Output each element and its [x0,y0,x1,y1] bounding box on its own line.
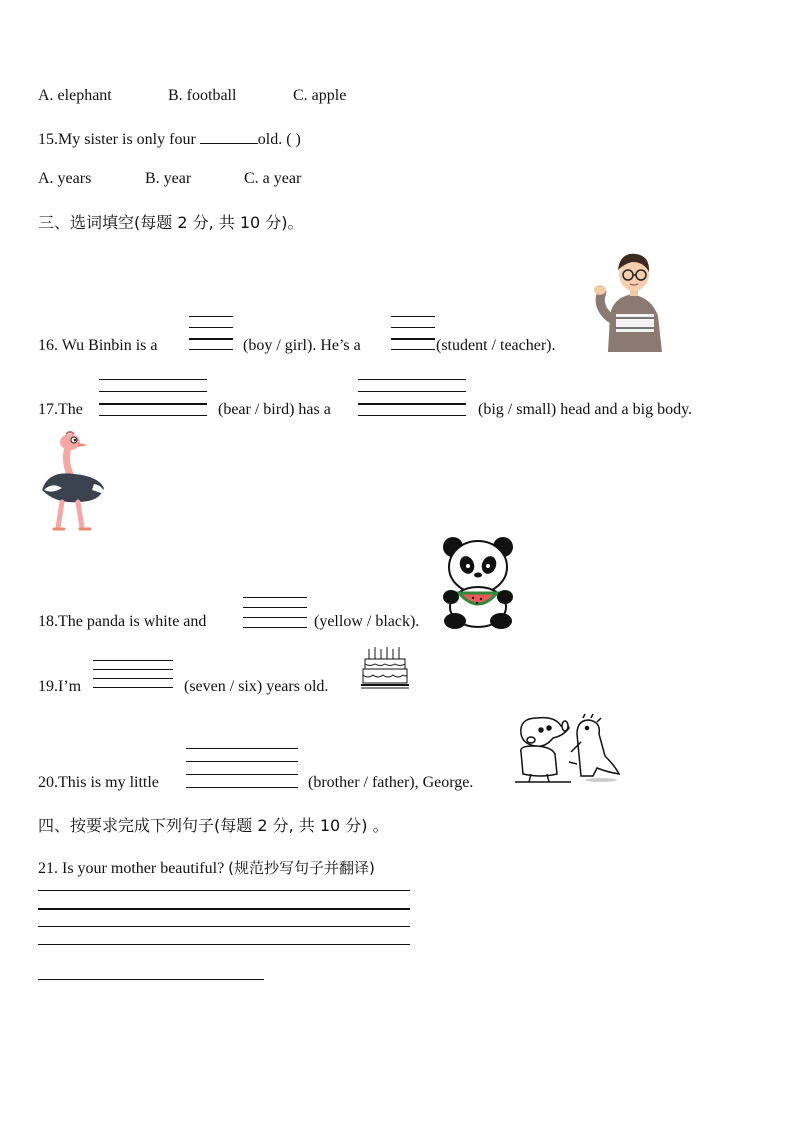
q17-answer-lines-1[interactable] [99,379,207,417]
birthday-cake-icon [361,645,409,691]
q16-text-part3: (student / teacher). [436,337,556,354]
q15-text-before: 15.My sister is only four [38,131,196,148]
q16-answer-lines-2[interactable] [391,316,435,352]
q15-text-after: old. ( ) [257,131,301,148]
q15-question [38,129,301,149]
q18-text-part2: (yellow / black). [314,613,420,630]
q21-copy-lines[interactable] [38,890,410,946]
q16-text-part2: (boy / girl). He’s a [243,337,361,354]
q18-text-part1: 18.The panda is white and [38,613,207,630]
q17-text-part3: (big / small) head and a big body. [478,401,693,418]
q17-answer-lines-2[interactable] [358,379,466,417]
teacher-icon [588,248,676,354]
peppa-pig-george-icon [511,712,621,786]
q17-text-part1: 17.The [38,401,83,418]
q19-text-part1: 19.I’m [38,678,82,695]
q21-translation-line[interactable] [38,979,264,980]
section-4-heading: 四、按要求完成下列句子(每题 2 分, 共 10 分) 。 [38,816,389,835]
q19-answer-lines[interactable] [93,660,173,690]
q20-answer-lines[interactable] [186,748,298,788]
q15-option-c: C. a year [244,170,302,187]
q14-option-a: A. elephant [38,87,112,104]
q20-text-part2: (brother / father), George. [308,774,474,791]
q20-text-part1: 20.This is my little [38,774,159,791]
ostrich-icon [38,430,108,532]
section-3-heading: 三、选词填空(每题 2 分, 共 10 分)。 [38,213,304,232]
q21-question [38,857,375,878]
q16-answer-lines-1[interactable] [189,316,233,352]
q19-text-part2: (seven / six) years old. [184,678,329,695]
q15-answer-blank[interactable] [200,129,258,144]
q21-instruction: (规范抄写句子并翻译) [228,859,375,877]
q21-text: 21. Is your mother beautiful? [38,860,225,877]
panda-icon [441,535,515,631]
q17-text-part2: (bear / bird) has a [218,401,331,418]
q14-option-c: C. apple [293,87,347,104]
q15-option-a: A. years [38,170,92,187]
q16-text-part1: 16. Wu Binbin is a [38,337,158,354]
q14-option-b: B. football [168,87,237,104]
q15-option-b: B. year [145,170,192,187]
q18-answer-lines[interactable] [243,597,307,631]
